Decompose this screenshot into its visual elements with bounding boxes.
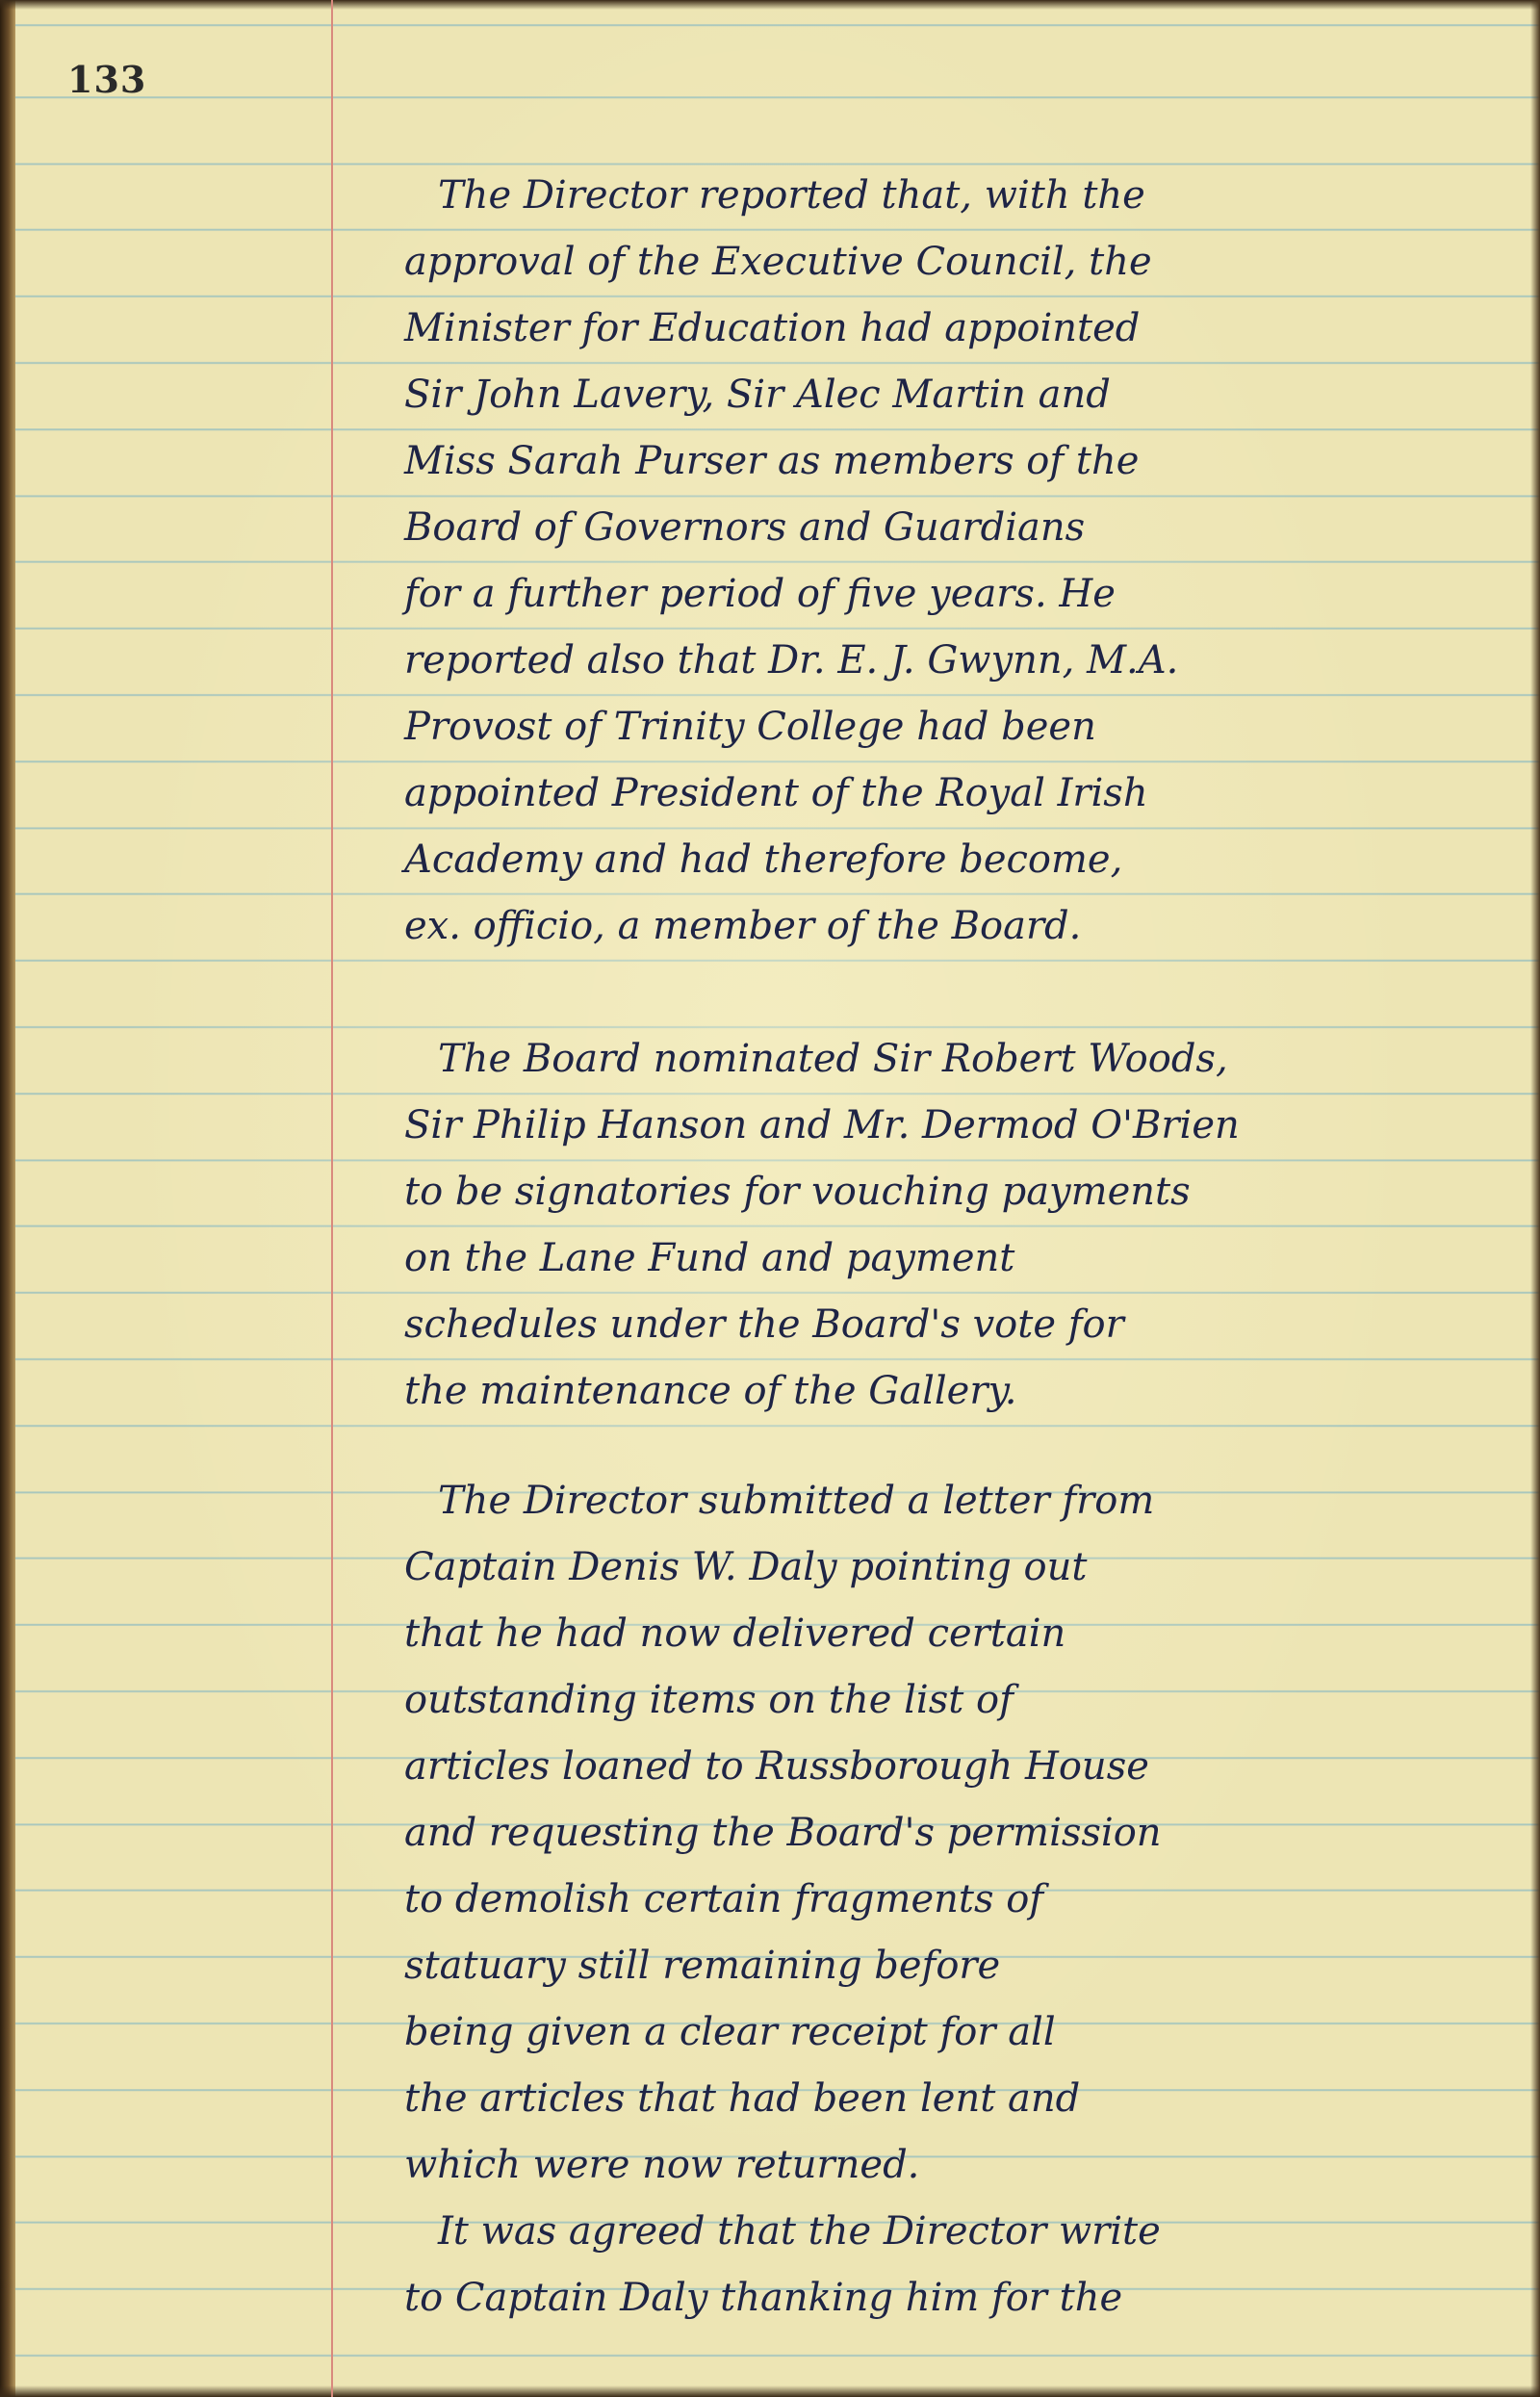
- text-line: Captain Denis W. Daly pointing out: [404, 1545, 1088, 1589]
- text-line: Minister for Education had appointed: [404, 306, 1141, 350]
- text-line: appointed President of the Royal Irish: [404, 771, 1148, 815]
- text-line: The Board nominated Sir Robert Woods,: [438, 1037, 1228, 1081]
- text-line: to Captain Daly thanking him for the: [404, 2276, 1123, 2320]
- text-line: Sir Philip Hanson and Mr. Dermod O'Brien: [404, 1103, 1240, 1147]
- text-line: that he had now delivered certain: [404, 1611, 1066, 1656]
- text-line: Sir John Lavery, Sir Alec Martin and: [404, 373, 1111, 417]
- text-line: The Director reported that, with the: [438, 173, 1145, 218]
- text-line: ex. officio, a member of the Board.: [404, 904, 1082, 948]
- text-line: being given a clear receipt for all: [404, 2010, 1056, 2054]
- text-line: Board of Governors and Guardians: [404, 505, 1086, 550]
- text-line: the articles that had been lent and: [404, 2076, 1081, 2121]
- text-line: schedules under the Board's vote for: [404, 1302, 1124, 1347]
- text-line: Provost of Trinity College had been: [404, 705, 1096, 749]
- margin-rule: [331, 0, 333, 2397]
- text-line: to be signatories for vouching payments: [404, 1170, 1191, 1214]
- text-line: Academy and had therefore become,: [404, 838, 1123, 882]
- text-line: which were now returned.: [404, 2143, 920, 2187]
- text-line: reported also that Dr. E. J. Gwynn, M.A.: [404, 638, 1179, 683]
- text-line: The Director submitted a letter from: [438, 1479, 1155, 1523]
- text-line: articles loaned to Russborough House: [404, 1744, 1149, 1789]
- text-line: for a further period of five years. He: [404, 572, 1116, 616]
- text-line: on the Lane Fund and payment: [404, 1236, 1015, 1280]
- text-line: the maintenance of the Gallery.: [404, 1369, 1017, 1413]
- text-line: outstanding items on the list of: [404, 1678, 1014, 1722]
- text-line: It was agreed that the Director write: [438, 2209, 1161, 2254]
- page-edge-bottom: [0, 2385, 1540, 2397]
- text-line: Miss Sarah Purser as members of the: [404, 439, 1140, 483]
- page-number: 133: [67, 58, 147, 101]
- text-line: to demolish certain fragments of: [404, 1877, 1044, 1921]
- page-edge-top: [0, 0, 1540, 10]
- book-spine: [0, 0, 15, 2397]
- text-line: and requesting the Board's permission: [404, 1811, 1162, 1855]
- text-line: statuary still remaining before: [404, 1944, 1001, 1988]
- page-edge-right: [1530, 0, 1540, 2397]
- text-line: approval of the Executive Council, the: [404, 240, 1152, 284]
